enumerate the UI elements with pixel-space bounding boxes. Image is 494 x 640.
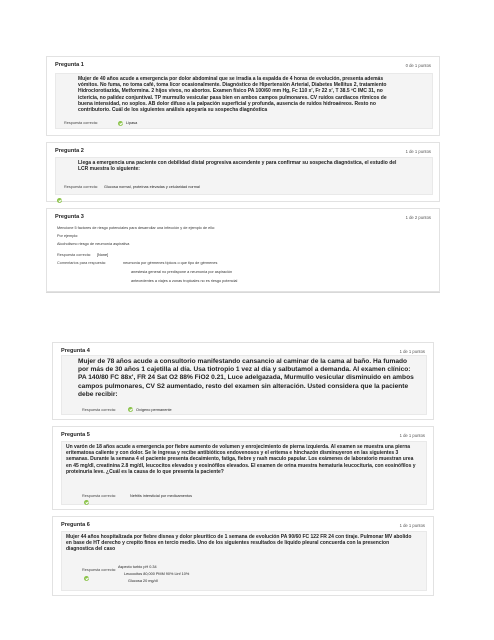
question-card-5 <box>52 426 434 510</box>
question-title: Pregunta 2 <box>55 148 84 154</box>
question-title: Pregunta 3 <box>55 214 84 220</box>
answer-label: Respuesta correcta: <box>64 121 98 125</box>
comment-item: neumonía por gérmenes típicos o que tipo de gérmenes <box>123 261 218 265</box>
question-points: 1 de 1 puntos <box>399 523 425 528</box>
question-card-2 <box>46 142 440 202</box>
question-body <box>61 355 427 415</box>
question-text: Un varón de 18 años acude a emergencia por fiebre aumento de volumen y enrojecimiento de pierna izquierda. Al examen se muestra una pierna eritematosa caliente y con dolor. Se le ingresa y recibe antibióticos endovenosos y el eritema e hinchazón disminuyeron en las siguientes 3 semanas. Durante la semana 4 el paciente presenta decaimiento, fatiga, fiebre y rash maculo papular. Los exámenes de laboratorio muestran urea en 45 mg/dl, creatinina 2.8 mg/dl, leucocitos elevados y eosinófilos elevados. El examen de orina muestra hematuria leucocituria, con eosinófilos y proteinuria leve. ¿Cuál es la causa de lo que presenta la paciente? <box>66 444 416 475</box>
answer-label: Respuesta correcta: <box>82 494 116 498</box>
question-points: 1 de 1 puntos <box>399 433 425 438</box>
question-text: Mujer de 40 años acude a emergencia por dolor abdominal que se irradia a la espalda de 4 horas de evolución, presenta además vómitos. No fuma, no toma café, toma licor ocasionalmente. Diagnóstico de Hipertensión Arterial, Diabetes Mellitus 2, tratamiento Hidroclorotiazida, Metformina. 2 hijos vivos, no abortos. Examen físico PA 100/60 mm Hg, Fc 110 x', Fr 22 x', T 38.5 ºC IMC 31, no ictericia, no palidez conjuntival. TP murmullo vesicular pasa bien en ambos campos pulmonares. CV ruidos cardiacos rítmicos de buena intensidad, no soplos. AB dolor difuso a la palpación superficial y profunda, ausencia de ruidos hidroaéreos. Resto no contributorio. Cuál de los siguientes análisis apoyaría su sospecha diagnóstica <box>78 76 387 114</box>
question-card-4 <box>52 342 434 420</box>
comment-item: anestesia general no predispone a neumonía por aspiración <box>131 270 233 274</box>
question-body <box>55 73 433 129</box>
check-icon <box>84 500 89 505</box>
correct-answer: Lipasa <box>126 121 138 125</box>
question-body <box>61 441 427 505</box>
question-header <box>47 57 439 73</box>
question-header <box>47 209 439 225</box>
question-points: 1 de 1 puntos <box>399 349 425 354</box>
comments-label: Comentarios para respuesta: <box>57 261 106 265</box>
question-body <box>61 531 427 591</box>
question-intro: Mencione 5 factores de riesgo potenciales para desarrollar una infección y de ejemplo de ello: <box>57 226 216 230</box>
question-body <box>55 157 433 195</box>
question-title: Pregunta 4 <box>61 348 90 354</box>
correct-answer: [None] <box>97 253 109 257</box>
page-divider <box>46 292 440 293</box>
comment-item: antecedentes a viajes a zonas tropicales no es riesgo potencial <box>131 279 238 283</box>
correct-answer: Nefritis intersticial por medicamentos <box>130 494 193 498</box>
question-card-1 <box>46 56 440 136</box>
question-text: Llega a emergencia una paciente con debilidad distal progresiva ascendente y para confirmar su sospecha diagnóstica, el estudio del LCR muestra lo siguiente: <box>78 160 397 173</box>
check-icon <box>128 407 133 412</box>
correct-answer: Oxígeno permanente <box>136 408 172 412</box>
question-points: 1 de 2 puntos <box>405 215 431 220</box>
question-title: Pregunta 6 <box>61 522 90 528</box>
question-points: 0 de 1 puntos <box>405 63 431 68</box>
question-points: 1 de 1 puntos <box>405 149 431 154</box>
example-text: Alcoholismo riesgo de neumonía aspirativa <box>57 242 130 246</box>
example-label: Por ejemplo: <box>57 234 79 238</box>
question-text: Mujer 44 años hospitalizada por fiebre disnea y dolor pleurítico de 1 semana de evolución PA 90/60 FC 122 FR 24 con tiraje. Pulmonar MV abolido en base de HT derecho y crepito finos en tercio medio. Uno de los siguientes resultados de líquido pleural concuerda con la presencion diagnostica del caso <box>66 534 412 553</box>
question-card-6 <box>52 516 434 596</box>
answer-line: Aspecto turbio pH 0.34 <box>118 565 157 569</box>
answer-line: Glucosa 20 mg/dl <box>128 579 158 583</box>
question-title: Pregunta 1 <box>55 62 84 68</box>
check-icon <box>84 576 89 581</box>
answer-line: Leucocitos 80,000 PMM 90% Linf 10% <box>124 572 190 576</box>
answer-label: Respuesta correcta: <box>57 253 91 257</box>
question-text: Mujer de 78 años acude a consultorio manifestando cansancio al caminar de la cama al baño. Ha fumado por más de 30 años 1 cajetilla al día. Usa tiotropio 1 vez al día y salbutamol a demanda. Al examen clínico: PA 140/80 FC 88x', FR 24 Sat O2 88% FiO2 0.21, Luce adelgazada, Murmullo vesicular disminuido en ambos campos pulmonares, CV S2 aumentado, resto del examen sin alteración. Usted considera que la paciente debe recibir: <box>78 358 414 398</box>
check-icon <box>118 121 123 126</box>
question-title: Pregunta 5 <box>61 432 90 438</box>
answer-label: Respuesta correcta: <box>82 568 116 572</box>
answer-label: Respuesta correcta: <box>64 185 98 189</box>
answer-label: Respuesta correcta: <box>82 408 116 412</box>
question-card-3 <box>46 208 440 292</box>
correct-answer: Glucosa normal, proteínas elevadas y celularidad normal <box>104 185 200 189</box>
check-icon <box>57 198 62 203</box>
